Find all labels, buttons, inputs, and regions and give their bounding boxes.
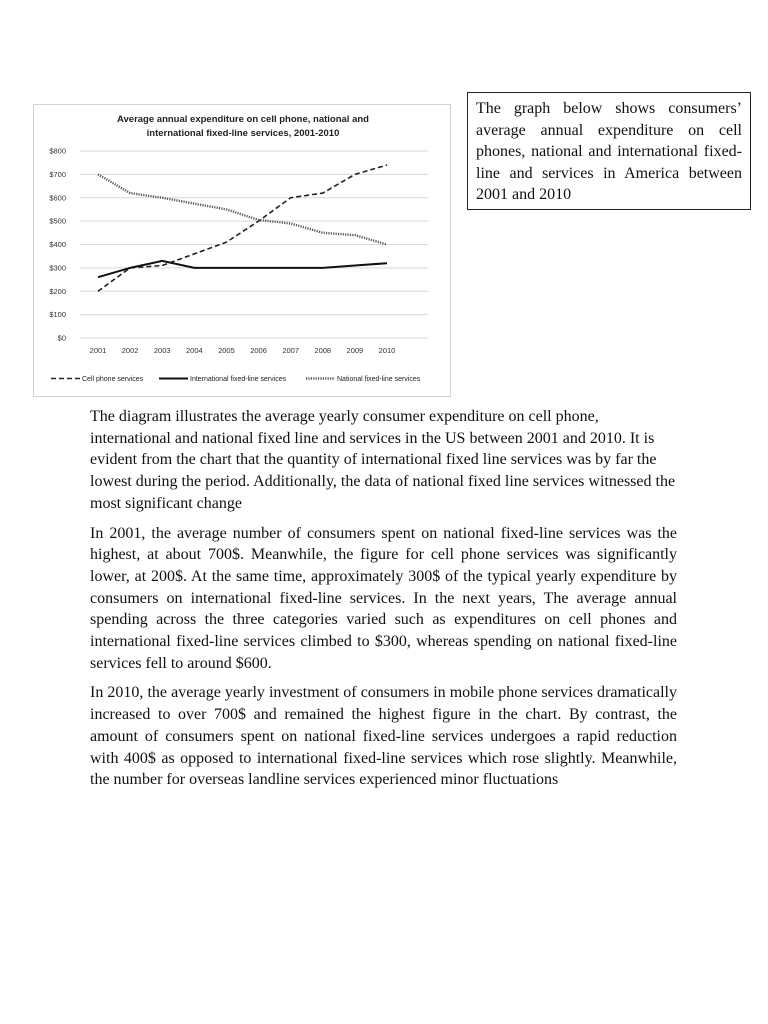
chart-legend (51, 376, 421, 383)
legend-label: International fixed-line services (190, 376, 287, 383)
chart-svg (34, 105, 450, 396)
x-tick-label: 2006 (250, 346, 267, 355)
x-tick-label: 2008 (314, 346, 332, 355)
x-axis-ticks (90, 346, 396, 355)
x-tick-label: 2002 (121, 346, 139, 355)
y-tick-label: $0 (57, 333, 66, 343)
task-prompt-text: The graph below shows consumers’ average annual expenditure on cell phones, national and international fixed-line and services in America between 2001 and 2010 (476, 100, 742, 204)
x-tick-label: 2003 (153, 346, 171, 355)
task-prompt-box (467, 92, 751, 210)
y-tick-label: $400 (49, 240, 66, 249)
series-line-solid (98, 261, 387, 277)
y-tick-label: $700 (49, 169, 66, 179)
x-tick-label: 2010 (378, 346, 396, 355)
x-tick-label: 2009 (346, 346, 364, 355)
essay-body (90, 406, 677, 799)
y-tick-label: $800 (49, 146, 66, 156)
chart-title-line-1: Average annual expenditure on cell phone, national and (117, 114, 369, 125)
y-tick-label: $300 (49, 263, 66, 273)
legend-label: National fixed-line services (337, 376, 421, 383)
y-tick-label: $100 (49, 310, 66, 320)
y-axis-ticks (49, 147, 66, 343)
x-tick-label: 2001 (89, 346, 107, 355)
x-tick-label: 2004 (185, 346, 203, 355)
series-lines (98, 165, 387, 291)
gridlines (80, 151, 428, 338)
series-line-dotted (98, 174, 387, 244)
x-tick-label: 2005 (218, 346, 235, 355)
chart-title-line-2: international fixed-line services, 2001-2010 (146, 128, 340, 139)
line-chart-figure (33, 104, 451, 397)
legend-label: Cell phone services (82, 376, 144, 383)
y-tick-label: $500 (49, 216, 66, 226)
series-line-dashed (98, 165, 387, 291)
essay-paragraph-3: In 2010, the average yearly investment of consumers in mobile phone services dramatically increased to over 700$ and remained the highest figure in the chart. By contrast, the amount of consumers spent on national fixed-line services undergoes a rapid reduction with 400$ as opposed to international fixed-line services which rose slightly. Meanwhile, the number for overseas landline services experienced minor fluctuations (90, 684, 677, 789)
y-tick-label: $200 (49, 286, 66, 296)
essay-paragraph-2: In 2001, the average number of consumers spent on national fixed-line services was the highest, at about 700$. Meanwhile, the figure for cell phone services was significantly lower, at 200$. At the same time, approximately 300$ of the typical yearly expenditure by consumers on international fixed-line services. In the next years, The average annual spending across the three categories varied such as expenditures on cell phones and international fixed-line services climbed to $300, whereas spending on national fixed-line services fell to around $600. (90, 524, 677, 672)
y-tick-label: $600 (49, 193, 66, 203)
x-tick-label: 2007 (282, 346, 300, 355)
essay-paragraph-1: The diagram illustrates the average yearly consumer expenditure on cell phone, international and national fixed line and services in the US between 2001 and 2010. It is evident from the chart that the quantity of international fixed line services was by far the lowest during the period. Additionally, the data of national fixed line services witnessed the most significant change (90, 408, 676, 512)
